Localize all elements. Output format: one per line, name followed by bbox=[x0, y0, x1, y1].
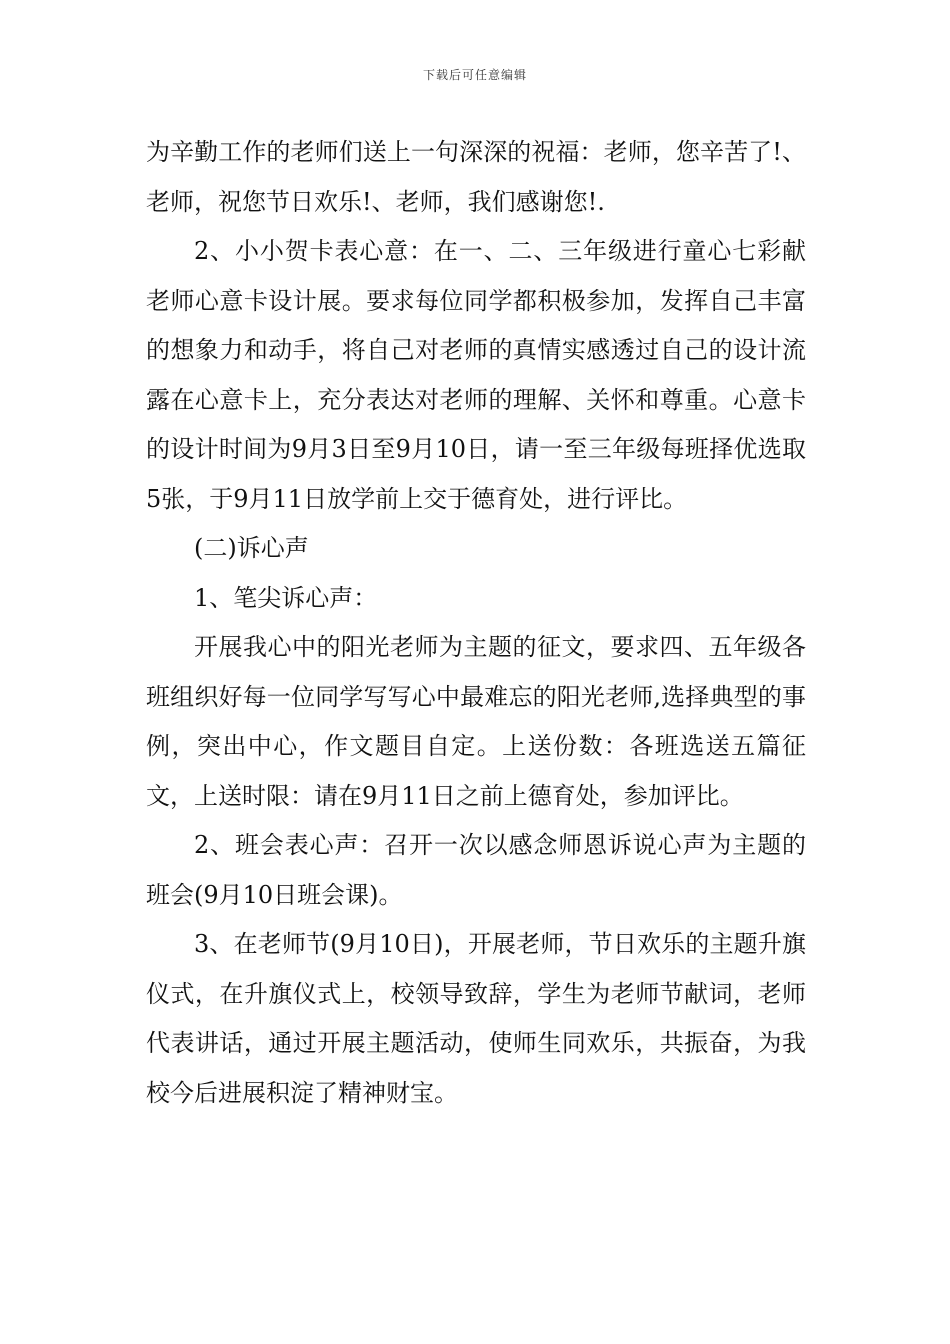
paragraph: 2、班会表心声：召开一次以感念师恩诉说心声为主题的班会(9月10日班会课)。 bbox=[146, 831, 806, 909]
page-header: 下载后可任意编辑 bbox=[422, 68, 527, 82]
subsection-heading: 1、笔尖诉心声： bbox=[194, 583, 378, 612]
paragraph: 开展我心中的阳光老师为主题的征文，要求四、五年级各班组织好每一位同学写写心中最难忘的阳光老师,选择典型的事例，突出中心，作文题目自定。上送份数：各班选送五篇征文，上送时限：请在9月11日之前上德育处，参加评比。 bbox=[146, 633, 806, 810]
paragraph: 3、在老师节(9月10日)，开展老师，节日欢乐的主题升旗仪式，在升旗仪式上，校领导致辞，学生为老师节献词，老师代表讲话，通过开展主题活动，使师生同欢乐，共振奋，为我校今后进展积淀了精神财宝。 bbox=[146, 930, 806, 1107]
document-body bbox=[146, 128, 806, 1118]
paragraph: 为辛勤工作的老师们送上一句深深的祝福：老师，您辛苦了!、老师，祝您节日欢乐!、老师，我们感谢您!. bbox=[146, 138, 806, 216]
section-heading: (二)诉心声 bbox=[194, 534, 309, 562]
paragraph: 2、小小贺卡表心意：在一、二、三年级进行童心七彩献老师心意卡设计展。要求每位同学都积极参加，发挥自己丰富的想象力和动手，将自己对老师的真情实感透过自己的设计流露在心意卡上，充分表达对老师的理解、关怀和尊重。心意卡的设计时间为9月3日至9月10日，请一至三年级每班择优选取5张，于9月11日放学前上交于德育处，进行评比。 bbox=[146, 237, 806, 513]
